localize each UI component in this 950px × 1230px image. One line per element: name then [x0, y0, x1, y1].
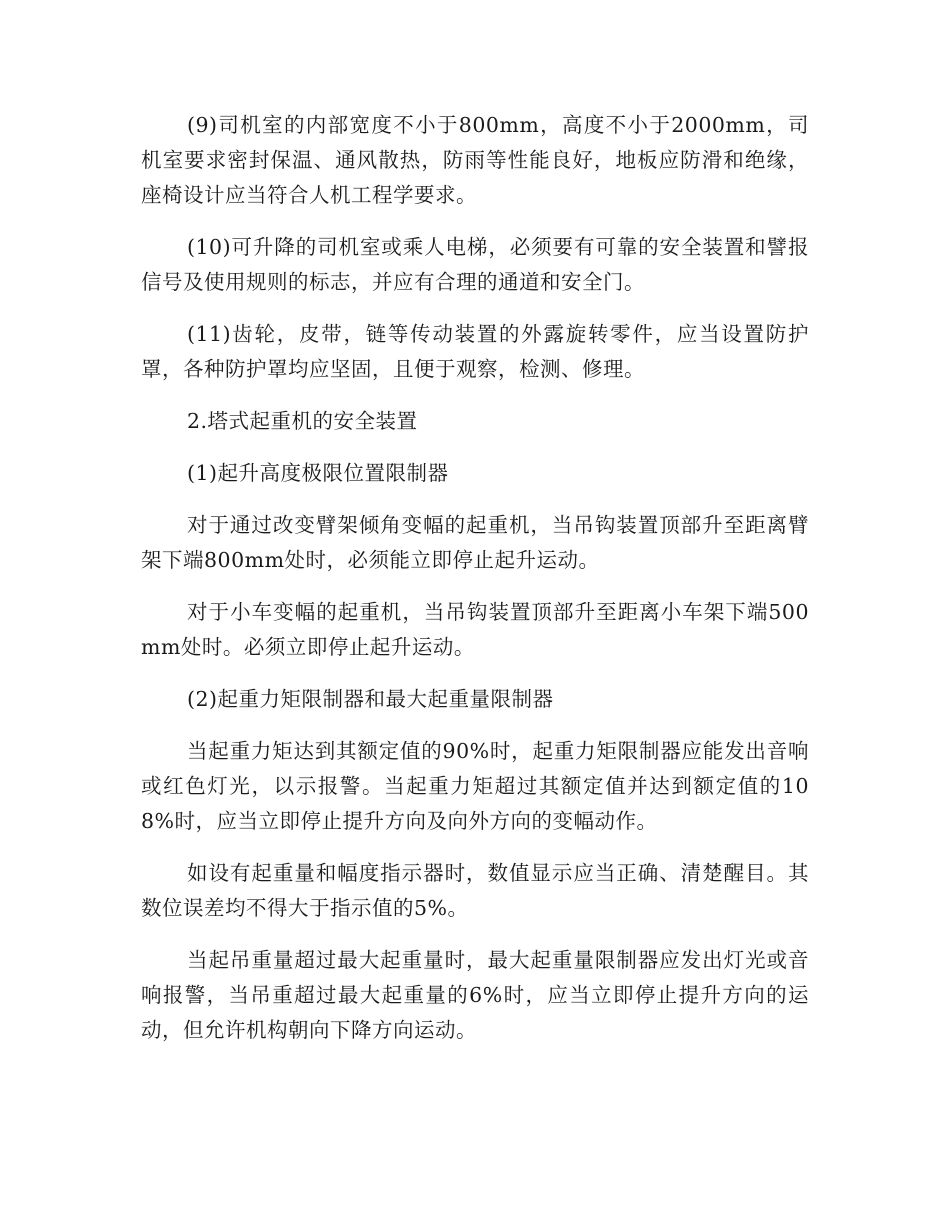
subheading-1-height-limiter: (1)起升高度极限位置限制器 — [187, 461, 449, 485]
section-heading-tower-crane-safety: 2.塔式起重机的安全装置 — [187, 409, 418, 433]
subheading-2-moment-load-limiters: (2)起重力矩限制器和最大起重量限制器 — [187, 687, 554, 711]
document-body — [141, 108, 809, 1065]
paragraph-moment-limiter: 当起重力矩达到其额定值的90%时，起重力矩限制器应能发出音响或红色灯光，以示报警。当起重力矩超过其额定值并达到额定值的108%时，应当立即停止提升方向及向外方向的变幅动作。 — [141, 739, 809, 833]
paragraph-10-lift-cab-elevator: (10)可升降的司机室或乘人电梯，必须要有可靠的安全装置和譬报信号及使用规则的标志，并应有合理的通道和安全门。 — [141, 235, 809, 294]
paragraph-9-cab-requirements: (9)司机室的内部宽度不小于800mm，高度不小于2000mm，司机室要求密封保温、通风散热，防雨等性能良好，地板应防滑和绝缘，座椅设计应当符合人机工程学要求。 — [141, 113, 809, 207]
paragraph-luffing-boom-limit: 对于通过改变臂架倾角变幅的起重机，当吊钩装置顶部升至距离臂架下端800mm处时，必须能立即停止起升运动。 — [141, 513, 809, 572]
paragraph-max-load-limiter: 当起吊重量超过最大起重量时，最大起重量限制器应发出灯光或音响报警，当吊重超过最大起重量的6%时，应当立即停止提升方向的运动，但允许机构朝向下降方向运动。 — [141, 948, 809, 1042]
paragraph-trolley-limit: 对于小车变幅的起重机，当吊钩装置顶部升至距离小车架下端500mm处时。必须立即停止起升运动。 — [141, 600, 809, 659]
paragraph-11-transmission-guards: (11)齿轮，皮带，链等传动装置的外露旋转零件，应当设置防护罩，各种防护罩均应坚固，且便于观察，检测、修理。 — [141, 322, 809, 381]
paragraph-load-indicator: 如设有起重量和幅度指示器时，数值显示应当正确、清楚醒目。其数位误差均不得大于指示值的5%。 — [141, 861, 809, 920]
